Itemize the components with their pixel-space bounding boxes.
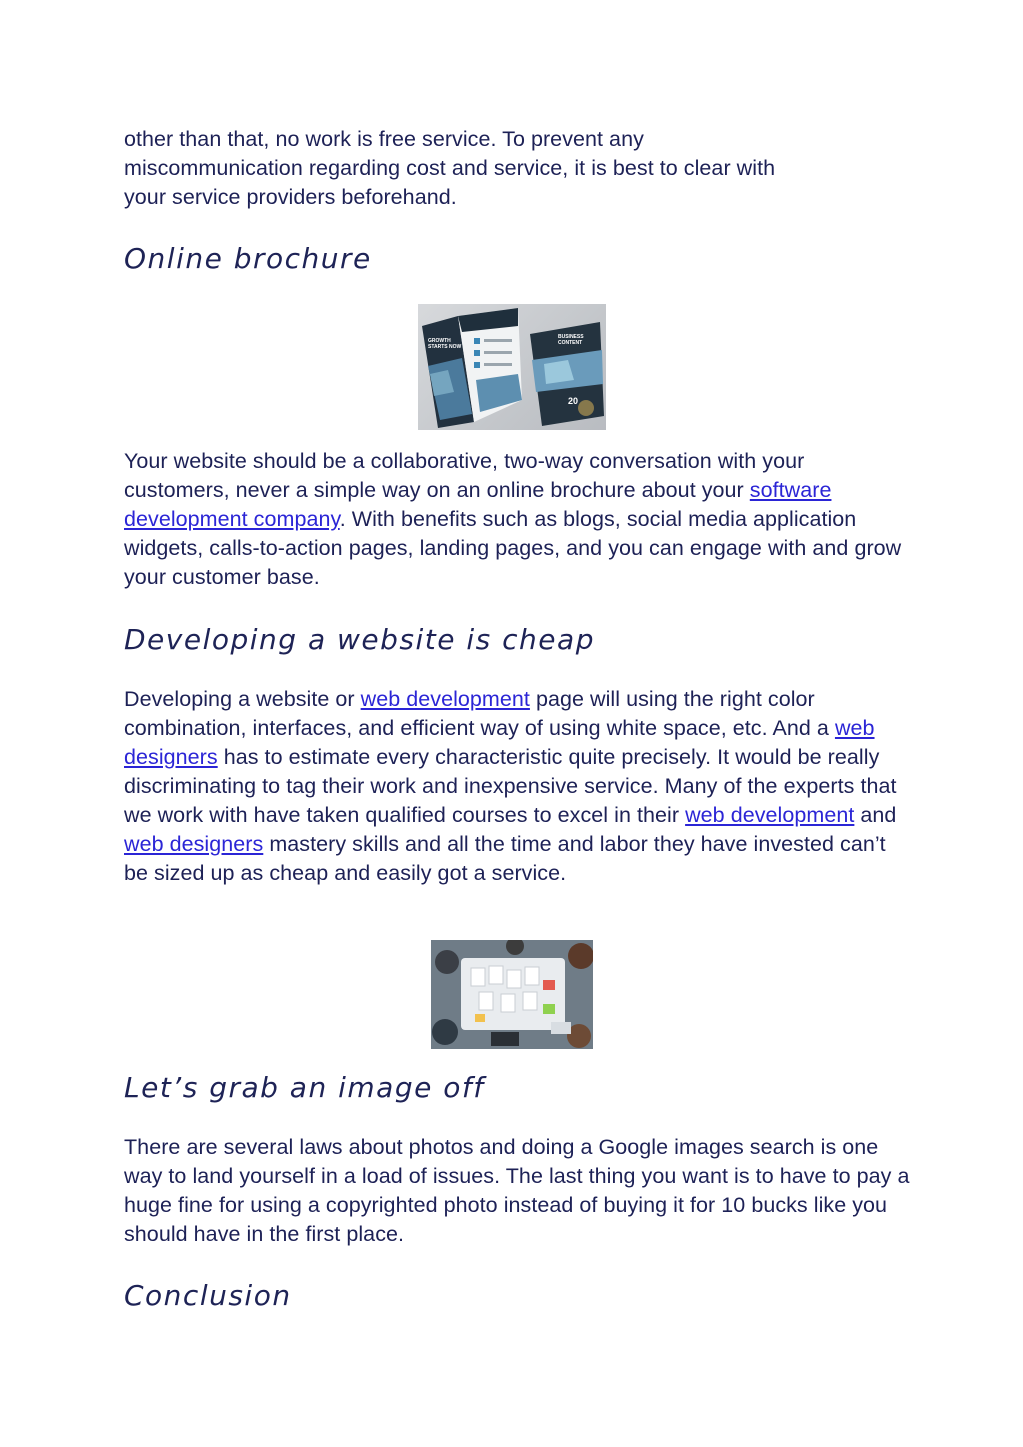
brochure-image: [418, 304, 606, 430]
web-designers-link-2[interactable]: web designers: [124, 832, 264, 856]
online-brochure-text-1: Your website should be a collaborative, two-way conversation with your customers, never a simple way on an online brochure about your: [124, 449, 805, 502]
brochure-illustration: [418, 304, 606, 430]
team-meeting-image: [431, 940, 593, 1049]
developing-text-5: mastery skills and all the time and labor they have invested can’t be sized up as cheap and easily got a service.: [124, 832, 886, 885]
developing-text-3: has to estimate every characteristic quite precisely. It would be really discriminating to tag their work and inexpensive service. Many of the experts that we work with have taken qualified courses to excel in their: [124, 745, 897, 827]
intro-line-2: miscommunication regarding cost and service, it is best to clear with: [124, 156, 776, 180]
grab-image-paragraph: There are several laws about photos and doing a Google images search is one way to land yourself in a load of issues. The last thing you want is to have to pay a huge fine for using a copyrighted photo instead of buying it for 10 bucks like you should have in the first place.: [124, 1135, 910, 1246]
team-meeting-illustration: [431, 940, 593, 1049]
heading-online-brochure: Online brochure: [124, 242, 372, 275]
developing-text-2: page will using the right color combination, interfaces, and efficient way of using white space, etc. And a: [124, 687, 835, 740]
brochure-panel-right-text: BUSINESS CONTENT: [558, 334, 584, 346]
intro-line-1: other than that, no work is free service. To prevent any: [124, 127, 644, 151]
heading-developing-website-cheap: Developing a website is cheap: [124, 623, 595, 656]
web-designers-link-1[interactable]: web designers: [124, 716, 875, 769]
heading-grab-image-off: Let’s grab an image off: [124, 1071, 485, 1104]
developing-text-1: Developing a website or: [124, 687, 361, 711]
online-brochure-text-2: . With benefits such as blogs, social media application widgets, calls-to-action pages, landing pages, and you can engage with and grow your customer base.: [124, 507, 902, 589]
heading-conclusion: Conclusion: [124, 1279, 292, 1312]
developing-text-4: and: [854, 803, 897, 827]
developing-website-paragraph: [124, 685, 914, 888]
intro-paragraph: [124, 125, 914, 212]
web-development-link-1[interactable]: web development: [360, 687, 530, 711]
brochure-panel-left-text: GROWTH STARTS NOW: [428, 338, 462, 350]
online-brochure-paragraph: [124, 447, 914, 592]
intro-line-3: your service providers beforehand.: [124, 185, 457, 209]
web-development-link-2[interactable]: web development: [685, 803, 855, 827]
brochure-panel-number: 20: [568, 396, 579, 406]
software-development-company-link[interactable]: software development company: [124, 478, 832, 531]
